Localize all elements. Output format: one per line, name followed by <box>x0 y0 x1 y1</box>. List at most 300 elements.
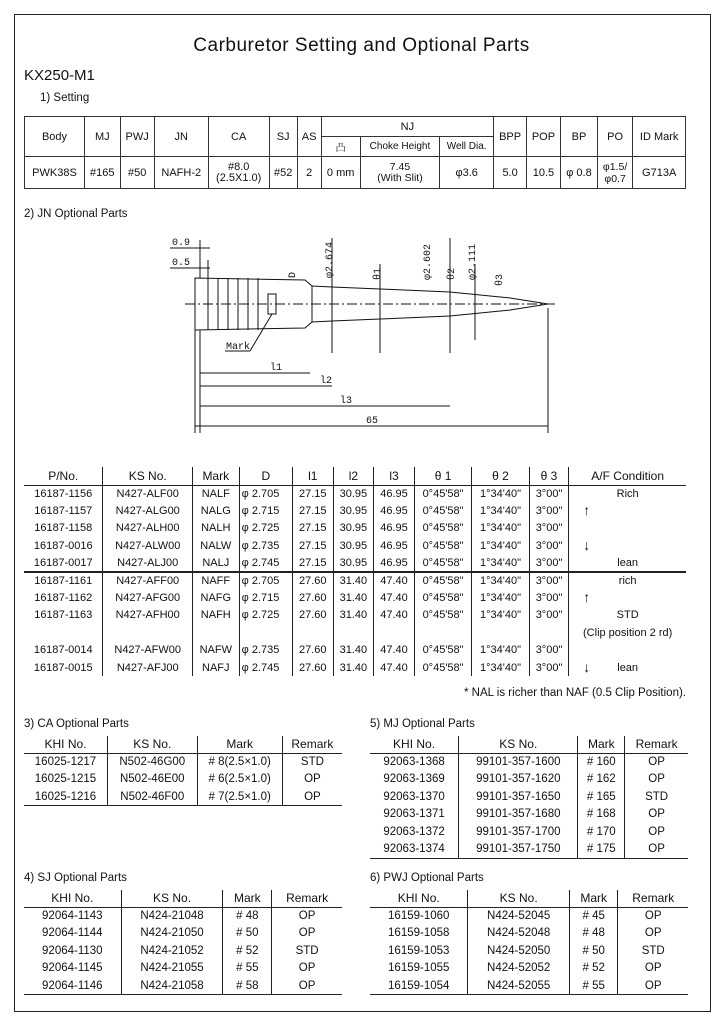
jn-cell: Rich <box>569 485 686 502</box>
opt-cell: 16159-1060 <box>388 910 450 922</box>
opt-cell: OP <box>272 907 342 925</box>
jn-cell: 3°00" <box>529 607 569 624</box>
table-row <box>370 960 688 978</box>
jn-header-7: θ 1 <box>414 467 471 485</box>
jn-cell: NAFF <box>192 572 239 589</box>
opt-cell: 92064-1143 <box>42 910 103 922</box>
jn-cell: 46.95 <box>374 537 415 554</box>
jn-cell <box>569 520 686 537</box>
opt-cell: 99101-357-1750 <box>459 841 578 859</box>
table-row <box>370 841 688 859</box>
table-row <box>24 589 686 606</box>
opt-cell: # 7(2.5×1.0) <box>197 788 282 806</box>
val-jn: NAFH-2 <box>154 157 208 189</box>
opt-cell: OP <box>618 907 688 925</box>
table-row <box>370 753 688 771</box>
opt-cell: # 55 <box>569 977 618 995</box>
jn-header-8: θ 2 <box>472 467 529 485</box>
jn-cell: 27.15 <box>292 485 333 502</box>
opt-cell: # 160 <box>578 753 625 771</box>
sj-options-table <box>24 890 342 995</box>
table-row <box>24 942 342 960</box>
opt-cell: 16159-1055 <box>388 962 450 975</box>
jn-cell: φ 2.715 <box>239 502 292 519</box>
jn-header-4: l1 <box>292 467 333 485</box>
table-row <box>370 806 688 824</box>
opt-cell: # 165 <box>578 788 625 806</box>
jn-cell: 47.40 <box>374 572 415 589</box>
jn-cell <box>333 624 374 641</box>
ca-heading: 3) CA Optional Parts <box>24 718 129 730</box>
jn-cell: N427-AFG00 <box>103 589 192 606</box>
jn-cell: φ 2.715 <box>239 589 292 606</box>
opt-cell: N502-46E00 <box>107 771 197 789</box>
opt-cell: OP <box>625 823 688 841</box>
jn-cell: 30.95 <box>333 502 374 519</box>
table-row <box>24 977 342 995</box>
jn-cell: 27.60 <box>292 607 333 624</box>
jn-header-5: l2 <box>333 467 374 485</box>
arrow-up-icon: ↑ <box>583 589 591 606</box>
jn-cell: 46.95 <box>374 555 415 572</box>
dim-theta3: θ3 <box>495 273 506 286</box>
jet-needle-diagram <box>150 228 560 440</box>
opt-cell: N424-21050 <box>121 925 223 943</box>
hdr-body: Body <box>25 117 85 157</box>
page-title: Carburetor Setting and Optional Parts <box>193 35 530 56</box>
jn-cell: NAFW <box>192 642 239 659</box>
table-row <box>24 502 686 519</box>
jn-cell: N427-ALG00 <box>103 502 192 519</box>
dim-0-5: 0.5 <box>172 258 191 269</box>
jn-cell: 0°45'58" <box>414 485 471 502</box>
jn-cell: 1°34'40" <box>472 555 529 572</box>
jn-cell: 1°34'40" <box>472 589 529 606</box>
jn-header-3: D <box>239 467 292 485</box>
table-row <box>24 520 686 537</box>
jn-cell: 27.60 <box>292 589 333 606</box>
jn-cell: 3°00" <box>529 537 569 554</box>
opt-cell: STD <box>272 942 342 960</box>
dim-mark: Mark <box>226 342 251 353</box>
table-row <box>370 823 688 841</box>
table-row <box>370 771 688 789</box>
opt-cell: # 48 <box>569 925 618 943</box>
dim-65: 65 <box>366 416 379 427</box>
jn-cell: 0°45'58" <box>414 502 471 519</box>
table-row <box>24 642 686 659</box>
table-row <box>370 788 688 806</box>
dim-theta1: θ1 <box>373 267 384 280</box>
dim-theta2: θ2 <box>447 267 458 280</box>
jn-cell: 3°00" <box>529 502 569 519</box>
opt-cell: 99101-357-1620 <box>459 771 578 789</box>
jn-cell: (Clip position 2 rd) <box>569 624 686 641</box>
val-ca: #8.0 (2.5X1.0) <box>208 157 269 189</box>
jn-cell: φ 2.725 <box>239 520 292 537</box>
opt-cell: OP <box>618 960 688 978</box>
opt-cell: N424-21048 <box>121 907 223 925</box>
val-nj3: φ3.6 <box>440 157 494 189</box>
jn-cell: 30.95 <box>333 555 374 572</box>
opt-cell: OP <box>618 977 688 995</box>
jn-cell: 0°45'58" <box>414 555 471 572</box>
jn-cell: 30.95 <box>333 520 374 537</box>
jn-cell: φ 2.735 <box>239 642 292 659</box>
jn-cell: 1°34'40" <box>472 659 529 676</box>
hdr-nj: NJ <box>321 117 494 137</box>
hdr-mj: MJ <box>84 117 120 157</box>
table-row <box>24 771 342 789</box>
opt-cell: 92063-1368 <box>383 756 445 768</box>
opt-cell: OP <box>625 771 688 789</box>
opt-header: Remark <box>618 890 688 907</box>
opt-cell: OP <box>282 788 342 806</box>
opt-cell: # 6(2.5×1.0) <box>197 771 282 789</box>
opt-cell: # 162 <box>578 771 625 789</box>
jn-cell: NALF <box>192 485 239 502</box>
hdr-bpp: BPP <box>494 117 527 157</box>
mj-options-table <box>370 736 688 859</box>
jn-cell: 47.40 <box>374 589 415 606</box>
opt-cell: # 170 <box>578 823 625 841</box>
jn-cell: 3°00" <box>529 520 569 537</box>
opt-cell: 16025-1215 <box>34 773 97 786</box>
jn-cell: 31.40 <box>333 642 374 659</box>
opt-cell: N424-52050 <box>468 942 569 960</box>
table-row <box>24 753 342 771</box>
hdr-ca: CA <box>208 117 269 157</box>
opt-header: Mark <box>578 736 625 753</box>
opt-header: KHI No. <box>370 890 468 907</box>
jn-cell: 46.95 <box>374 485 415 502</box>
jn-cell: 27.60 <box>292 572 333 589</box>
jn-header-0: P/No. <box>24 467 103 485</box>
jn-cell: 31.40 <box>333 572 374 589</box>
jn-cell <box>103 624 192 641</box>
opt-header: KS No. <box>459 736 578 753</box>
jn-header-2: Mark <box>192 467 239 485</box>
jn-cell: N427-ALJ00 <box>103 555 192 572</box>
opt-cell: 92063-1370 <box>383 790 445 803</box>
jn-header-10: A/F Condition <box>569 467 686 485</box>
table-row <box>370 925 688 943</box>
jn-cell: lean ↓ <box>569 659 686 676</box>
opt-header: KS No. <box>468 890 569 907</box>
table-row <box>24 907 342 925</box>
jn-cell: N427-ALF00 <box>103 485 192 502</box>
opt-cell: STD <box>282 753 342 771</box>
table-row <box>24 659 686 676</box>
table-row <box>24 537 686 554</box>
opt-cell: N424-21055 <box>121 960 223 978</box>
opt-cell: 16025-1217 <box>34 756 97 768</box>
jn-cell <box>374 624 415 641</box>
opt-cell: 92063-1374 <box>370 841 459 859</box>
jn-header-1: KS No. <box>103 467 192 485</box>
jn-cell: 1°34'40" <box>472 572 529 589</box>
opt-cell: OP <box>272 925 342 943</box>
dim-0-9: 0.9 <box>172 238 191 249</box>
opt-cell: # 55 <box>223 960 272 978</box>
jn-cell: 0°45'58" <box>414 589 471 606</box>
opt-cell: 16159-1053 <box>388 944 450 957</box>
opt-cell: 92064-1145 <box>42 962 103 975</box>
val-body: PWK38S <box>25 157 85 189</box>
jn-options-table <box>24 467 686 676</box>
jn-cell: 1°34'40" <box>472 607 529 624</box>
jn-cell: 47.40 <box>374 607 415 624</box>
ca-options-table <box>24 736 342 806</box>
opt-cell: OP <box>625 753 688 771</box>
hdr-po: PO <box>597 117 632 157</box>
opt-cell: # 58 <box>223 977 272 995</box>
jn-cell: φ 2.705 <box>239 485 292 502</box>
opt-cell: # 52 <box>223 942 272 960</box>
opt-cell: N424-52055 <box>468 977 569 995</box>
jn-cell: 47.40 <box>374 642 415 659</box>
jn-cell: 27.15 <box>292 502 333 519</box>
model-code: KX250-M1 <box>24 67 95 84</box>
table-row <box>24 788 342 806</box>
opt-cell: STD <box>625 788 688 806</box>
val-sj: #52 <box>269 157 297 189</box>
val-as: 2 <box>297 157 321 189</box>
opt-cell: 92064-1130 <box>42 944 103 957</box>
opt-cell: # 50 <box>569 942 618 960</box>
jn-cell <box>569 642 686 659</box>
table-row <box>24 607 686 624</box>
opt-header: Mark <box>223 890 272 907</box>
jn-cell: 46.95 <box>374 502 415 519</box>
table-row <box>24 960 342 978</box>
jn-cell: N427-ALH00 <box>103 520 192 537</box>
val-bpp: 5.0 <box>494 157 527 189</box>
dim-dia-2674: φ2.674 <box>325 241 336 278</box>
jn-cell: 16187-1157 <box>34 505 93 518</box>
opt-cell: 92064-1144 <box>42 927 103 940</box>
opt-cell: 92064-1146 <box>24 977 121 995</box>
table-row <box>370 942 688 960</box>
table-row <box>24 555 686 572</box>
opt-header: KHI No. <box>24 736 107 753</box>
jn-cell: 27.60 <box>292 659 333 676</box>
jn-cell: 47.40 <box>374 659 415 676</box>
jn-cell: 31.40 <box>333 659 374 676</box>
jn-cell: φ 2.745 <box>239 555 292 572</box>
jn-cell: 1°34'40" <box>472 520 529 537</box>
jn-cell: φ 2.735 <box>239 537 292 554</box>
val-bp: φ 0.8 <box>561 157 598 189</box>
opt-cell: 99101-357-1650 <box>459 788 578 806</box>
val-id: G713A <box>633 157 686 189</box>
val-mj: #165 <box>84 157 120 189</box>
opt-cell: N502-46F00 <box>107 788 197 806</box>
jn-cell: STD <box>569 607 686 624</box>
jn-cell: 16187-1163 <box>34 609 93 622</box>
jn-cell <box>292 624 333 641</box>
jn-cell <box>192 624 239 641</box>
opt-header: Mark <box>569 890 618 907</box>
val-po: φ1.5/ φ0.7 <box>597 157 632 189</box>
opt-header: Remark <box>625 736 688 753</box>
val-pop: 10.5 <box>526 157 560 189</box>
jn-cell: NALW <box>192 537 239 554</box>
opt-cell: # 50 <box>223 925 272 943</box>
jn-cell: 30.95 <box>333 485 374 502</box>
jn-cell: 16187-0014 <box>33 644 93 657</box>
table-row <box>24 572 686 589</box>
val-pwj: #50 <box>120 157 154 189</box>
jn-cell: rich <box>569 572 686 589</box>
jn-header-9: θ 3 <box>529 467 569 485</box>
dim-dia-2602: φ2.602 <box>423 243 434 280</box>
hdr-pop: POP <box>526 117 560 157</box>
jn-cell <box>414 624 471 641</box>
hdr-id: ID Mark <box>633 117 686 157</box>
jn-cell: 3°00" <box>529 485 569 502</box>
opt-header: KHI No. <box>370 736 459 753</box>
opt-cell: N424-52052 <box>468 960 569 978</box>
hdr-nj-sub1: 凸 <box>321 137 360 157</box>
opt-cell: 99101-357-1700 <box>459 823 578 841</box>
jn-cell: NALH <box>192 520 239 537</box>
opt-cell: OP <box>272 977 342 995</box>
jn-cell: 0°45'58" <box>414 659 471 676</box>
setting-table <box>24 116 686 189</box>
opt-cell: # 175 <box>578 841 625 859</box>
jn-cell: 27.15 <box>292 520 333 537</box>
table-row <box>370 977 688 995</box>
jn-cell: 3°00" <box>529 572 569 589</box>
opt-header: KHI No. <box>24 890 121 907</box>
opt-cell: OP <box>625 806 688 824</box>
jn-cell: 16187-1161 <box>24 572 103 589</box>
jn-cell: φ 2.725 <box>239 607 292 624</box>
table-row <box>24 485 686 502</box>
hdr-pwj: PWJ <box>120 117 154 157</box>
opt-cell: 92063-1371 <box>383 808 445 821</box>
jn-cell <box>239 624 292 641</box>
val-nj1: 0 mm <box>321 157 360 189</box>
jn-header-6: l3 <box>374 467 415 485</box>
jn-cell: NAFH <box>192 607 239 624</box>
hdr-nj-sub2: Choke Height <box>360 137 439 157</box>
jn-cell <box>569 502 686 519</box>
opt-header: Remark <box>272 890 342 907</box>
jn-cell: NALG <box>192 502 239 519</box>
opt-cell: 16159-1058 <box>388 927 450 940</box>
opt-cell: # 48 <box>223 907 272 925</box>
table-row <box>24 925 342 943</box>
jn-cell: 16187-0015 <box>33 661 93 674</box>
opt-cell: OP <box>272 960 342 978</box>
jn-cell: NAFJ <box>192 659 239 676</box>
opt-cell: 16025-1216 <box>24 788 107 806</box>
jn-cell: 1°34'40" <box>472 537 529 554</box>
jn-cell: 27.15 <box>292 555 333 572</box>
opt-header: Mark <box>197 736 282 753</box>
jn-cell: 16187-1156 <box>34 487 93 500</box>
opt-cell: N502-46G00 <box>107 753 197 771</box>
hdr-bp: BP <box>561 117 598 157</box>
jn-cell: 3°00" <box>529 659 569 676</box>
jn-cell: N427-AFF00 <box>103 572 192 589</box>
jn-cell: 16187-1162 <box>34 592 93 605</box>
dim-D: D <box>288 271 299 278</box>
opt-cell: OP <box>618 925 688 943</box>
opt-header: KS No. <box>121 890 223 907</box>
jn-cell: 31.40 <box>333 589 374 606</box>
jn-cell: N427-AFW00 <box>103 642 192 659</box>
hdr-as: AS <box>297 117 321 157</box>
jn-cell: 3°00" <box>529 642 569 659</box>
opt-header: KS No. <box>107 736 197 753</box>
mj-heading: 5) MJ Optional Parts <box>370 718 475 730</box>
opt-cell: N424-21052 <box>121 942 223 960</box>
jn-cell: 46.95 <box>374 520 415 537</box>
jn-cell: φ 2.705 <box>239 572 292 589</box>
dim-l1: l1 <box>270 363 283 374</box>
jn-cell: 1°34'40" <box>472 485 529 502</box>
jn-cell: 16187-0017 <box>33 556 93 569</box>
jn-cell: 0°45'58" <box>414 607 471 624</box>
hdr-jn: JN <box>154 117 208 157</box>
jn-cell: φ 2.745 <box>239 659 292 676</box>
arrow-up-icon: ↑ <box>583 502 591 519</box>
opt-cell: N424-21058 <box>121 977 223 995</box>
arrow-down-icon: ↓ <box>583 658 591 675</box>
jn-cell: 27.15 <box>292 537 333 554</box>
jn-cell: 27.60 <box>292 642 333 659</box>
opt-cell: 99101-357-1680 <box>459 806 578 824</box>
jn-cell <box>569 589 686 606</box>
jn-cell: 0°45'58" <box>414 642 471 659</box>
opt-cell: 92063-1369 <box>383 773 445 786</box>
pwj-options-table <box>370 890 688 995</box>
dim-l2: l2 <box>320 376 333 387</box>
jn-cell <box>472 624 529 641</box>
opt-cell: # 52 <box>569 960 618 978</box>
jn-cell: lean <box>569 555 686 572</box>
opt-cell: 99101-357-1600 <box>459 753 578 771</box>
hdr-sj: SJ <box>269 117 297 157</box>
jn-note: * NAL is richer than NAF (0.5 Clip Position). <box>464 687 686 699</box>
opt-header: Remark <box>282 736 342 753</box>
jn-cell: 31.40 <box>333 607 374 624</box>
opt-cell: STD <box>618 942 688 960</box>
jn-cell <box>24 624 103 641</box>
jn-cell: 0°45'58" <box>414 572 471 589</box>
table-row <box>24 624 686 641</box>
jn-cell: 1°34'40" <box>472 642 529 659</box>
jn-cell: 1°34'40" <box>472 502 529 519</box>
dim-dia-2111: φ2.111 <box>468 243 479 280</box>
jn-cell: 0°45'58" <box>414 537 471 554</box>
jn-cell: 0°45'58" <box>414 520 471 537</box>
jn-cell: 3°00" <box>529 555 569 572</box>
pwj-heading: 6) PWJ Optional Parts <box>370 872 484 884</box>
jn-cell: 30.95 <box>333 537 374 554</box>
opt-cell: N424-52045 <box>468 907 569 925</box>
opt-cell: # 45 <box>569 907 618 925</box>
opt-cell: OP <box>625 841 688 859</box>
hdr-nj-sub3: Well Dia. <box>440 137 494 157</box>
arrow-down-icon: ↓ <box>583 537 591 554</box>
dim-l3: l3 <box>340 396 353 407</box>
jn-cell: 3°00" <box>529 589 569 606</box>
opt-cell: # 8(2.5×1.0) <box>197 753 282 771</box>
